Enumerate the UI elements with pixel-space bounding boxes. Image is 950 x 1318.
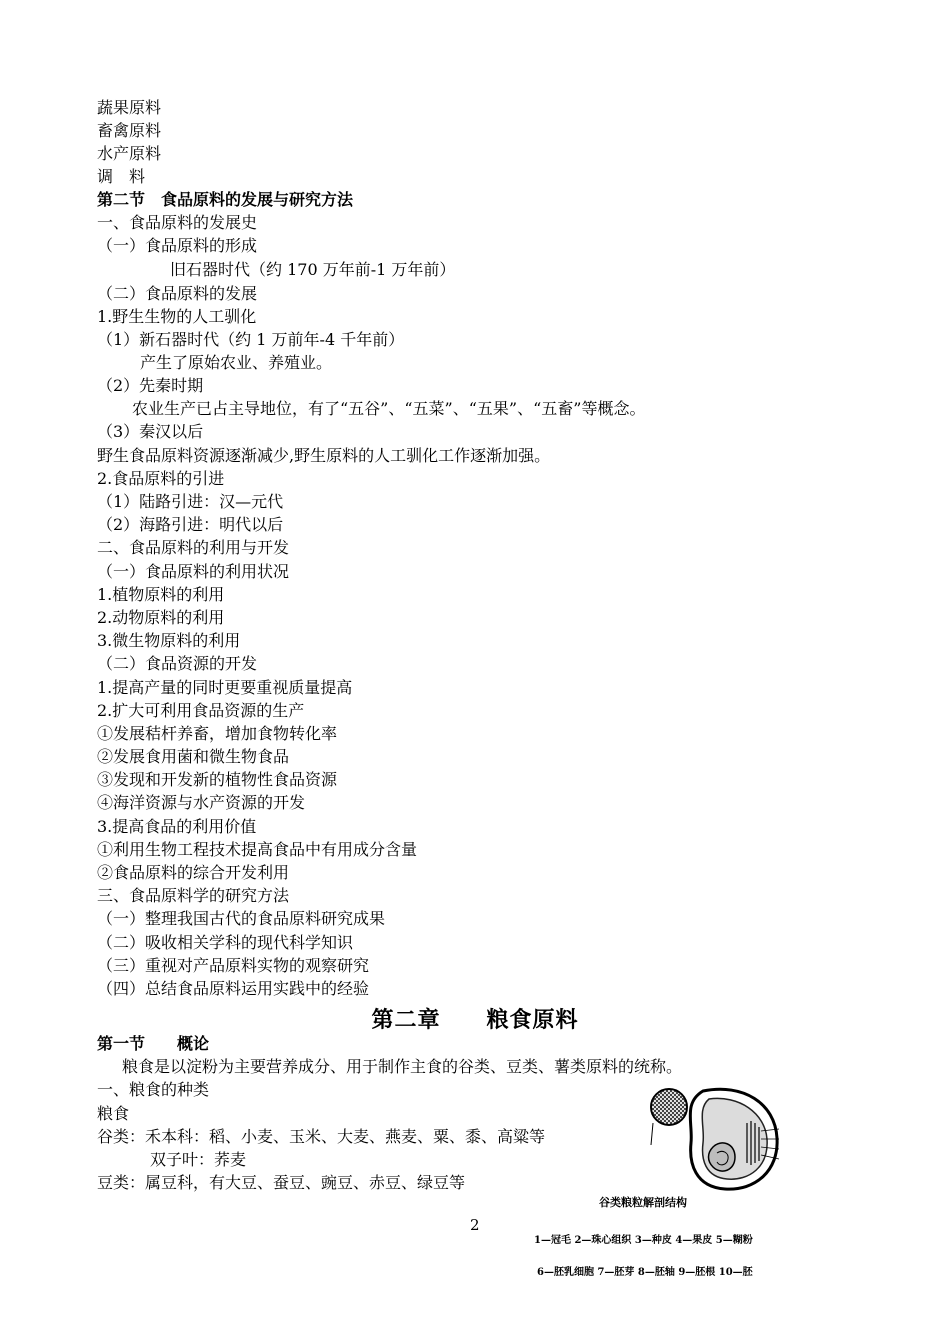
text-line: 旧石器时代（约 170 万年前-1 万年前） bbox=[170, 260, 456, 279]
text-line: 粮食 bbox=[97, 1104, 130, 1123]
text-line: 畜禽原料 bbox=[97, 121, 162, 140]
figure-legend: 1—冠毛 2—珠心组织 3—种皮 4—果皮 5—糊粉 bbox=[534, 1235, 753, 1246]
text-line: 三、食品原料学的研究方法 bbox=[97, 886, 290, 905]
text-line: 蔬果原料 bbox=[97, 98, 162, 117]
text-line: （一）食品原料的形成 bbox=[97, 236, 258, 255]
text-line: 豆类：属豆科，有大豆、蚕豆、豌豆、赤豆、绿豆等 bbox=[97, 1173, 466, 1192]
text-line: 2.动物原料的利用 bbox=[97, 608, 225, 627]
text-line: （三）重视对产品原料实物的观察研究 bbox=[97, 956, 370, 975]
text-line: （二）食品资源的开发 bbox=[97, 654, 258, 673]
embryo bbox=[709, 1143, 736, 1171]
text-line: 产生了原始农业、养殖业。 bbox=[140, 353, 333, 372]
text-line: 谷类：禾本科：稻、小麦、玉米、大麦、燕麦、粟、黍、高粱等 bbox=[97, 1127, 546, 1146]
text-line: 农业生产已占主导地位，有了“五谷”、“五菜”、“五果”、“五畜”等概念。 bbox=[132, 399, 646, 418]
chapter-title: 第二章 粮食原料 bbox=[371, 1008, 579, 1033]
text-line: （3）秦汉以后 bbox=[97, 422, 204, 441]
text-line: （四）总结食品原料运用实践中的经验 bbox=[97, 979, 370, 998]
text-line: 野生食品原料资源逐渐减少,野生原料的人工驯化工作逐渐加强。 bbox=[97, 446, 551, 465]
text-line: ①发展秸杆养畜，增加食物转化率 bbox=[97, 724, 338, 743]
text-line: 调 料 bbox=[97, 167, 146, 186]
text-line: 1.提高产量的同时更要重视质量提高 bbox=[97, 678, 353, 697]
text-line: ①利用生物工程技术提高食品中有用成分含量 bbox=[97, 840, 418, 859]
text-line: （一）整理我国古代的食品原料研究成果 bbox=[97, 909, 386, 928]
text-line: ④海洋资源与水产资源的开发 bbox=[97, 793, 306, 812]
text-line: （二）食品原料的发展 bbox=[97, 284, 258, 303]
text-line: 2.食品原料的引进 bbox=[97, 469, 225, 488]
text-line: （二）吸收相关学科的现代科学知识 bbox=[97, 933, 354, 952]
text-line: （1）新石器时代（约 1 万前年-4 千年前） bbox=[97, 330, 405, 349]
text-line: （1）陆路引进：汉—元代 bbox=[97, 492, 284, 511]
section-heading: 第一节 概论 bbox=[97, 1034, 210, 1053]
text-line: 水产原料 bbox=[97, 144, 162, 163]
text-line: ②发展食用菌和微生物食品 bbox=[97, 747, 290, 766]
figure-title: 谷类粮粒解剖结构 bbox=[599, 1196, 687, 1209]
text-line: 二、食品原料的利用与开发 bbox=[97, 538, 290, 557]
page-number: 2 bbox=[470, 1216, 480, 1234]
cell-detail-inset bbox=[651, 1089, 687, 1125]
figure-legend: 6—胚乳细胞 7—胚芽 8—胚轴 9—胚根 10—胚 bbox=[537, 1267, 753, 1278]
text-line: 一、食品原料的发展史 bbox=[97, 213, 258, 232]
text-line: ②食品原料的综合开发利用 bbox=[97, 863, 290, 882]
text-line: 3.提高食品的利用价值 bbox=[97, 817, 257, 836]
text-line: （2）先秦时期 bbox=[97, 376, 204, 395]
text-line: 双子叶：荞麦 bbox=[150, 1150, 247, 1169]
section-heading: 第二节 食品原料的发展与研究方法 bbox=[97, 190, 354, 209]
text-line: （一）食品原料的利用状况 bbox=[97, 562, 290, 581]
text-line: 1.野生生物的人工驯化 bbox=[97, 307, 257, 326]
text-line: ③发现和开发新的植物性食品资源 bbox=[97, 770, 338, 789]
grain-anatomy-figure bbox=[643, 1083, 783, 1193]
text-line: 一、粮食的种类 bbox=[97, 1080, 210, 1099]
paragraph: 粮食是以淀粉为主要营养成分、用于制作主食的谷类、豆类、薯类原料的统称。 bbox=[122, 1057, 683, 1076]
text-line: （2）海路引进：明代以后 bbox=[97, 515, 284, 534]
text-line: 3.微生物原料的利用 bbox=[97, 631, 241, 650]
text-line: 2.扩大可利用食品资源的生产 bbox=[97, 701, 305, 720]
text-line: 1.植物原料的利用 bbox=[97, 585, 225, 604]
